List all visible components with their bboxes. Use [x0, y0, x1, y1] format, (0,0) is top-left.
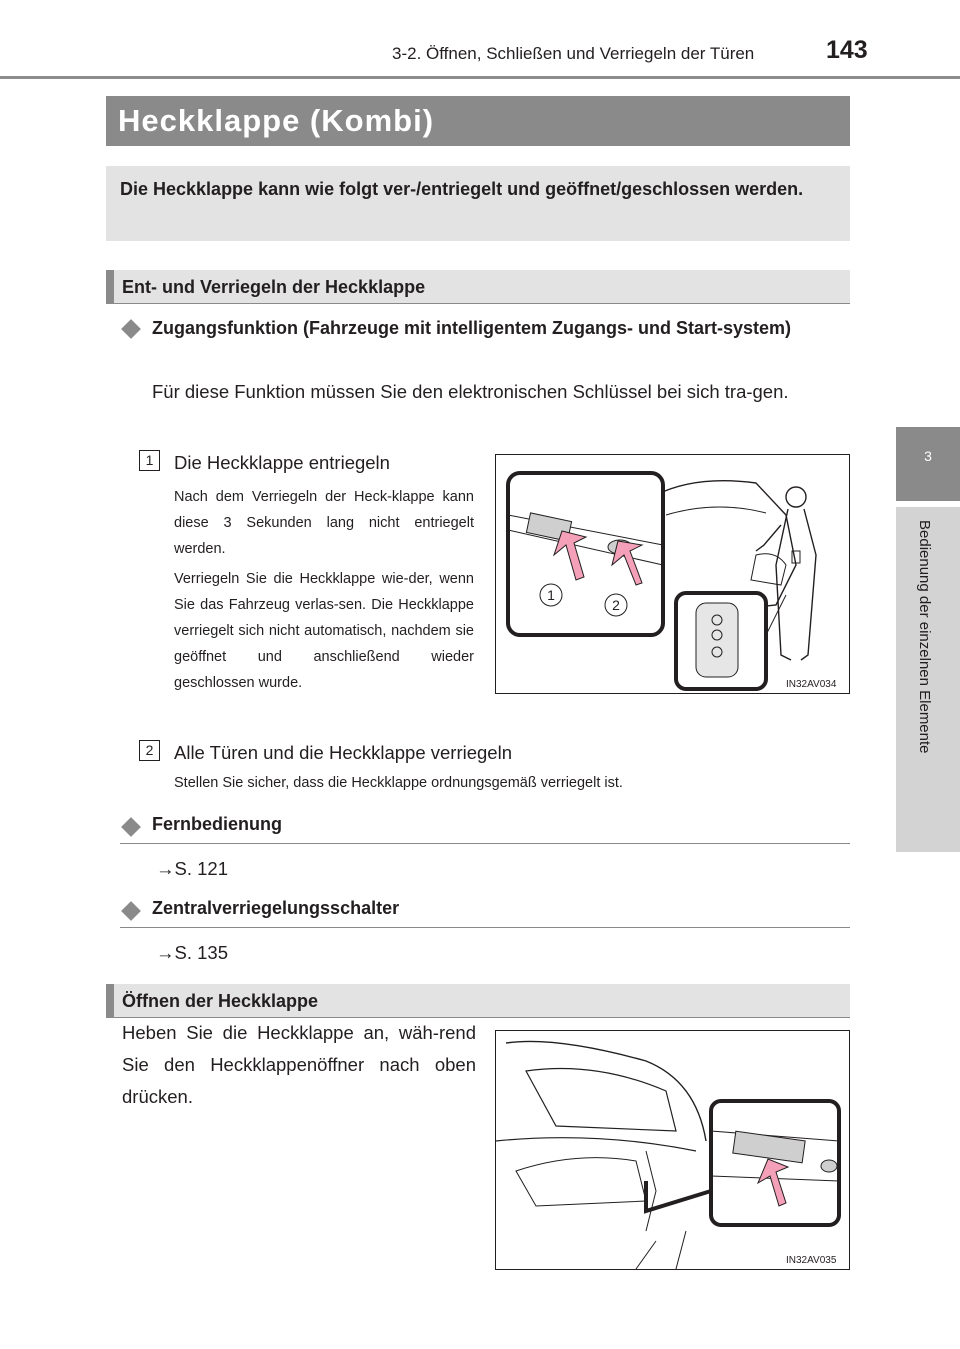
figure-callout-2: 2 [612, 597, 620, 613]
step-title: Die Heckklappe entriegeln [174, 452, 390, 473]
tailgate-illustration [496, 455, 849, 693]
step-note: Verriegeln Sie die Heckklappe wie-der, wenn Sie das Fahrzeug verlas-sen. Die Heckklappe verriegelt sich nicht automatisch, nachdem sie geöffnet und anschließend wieder geschlossen wurde. [174, 571, 474, 691]
section-heading-bar [106, 270, 114, 304]
tailgate-opener-illustration [496, 1031, 849, 1269]
figure-tailgate-open [495, 1030, 850, 1270]
intro-text: Die Heckklappe kann wie folgt ver-/entriegelt und geöffnet/geschlossen werden. [120, 179, 804, 199]
subsection-heading: Zugangsfunktion (Fahrzeuge mit intelligentem Zugangs- und Start-system) [152, 318, 792, 338]
figure-code: IN32AV035 [786, 1255, 837, 1266]
step-number-1: 1 [139, 450, 160, 471]
subsection-heading: Zentralverriegelungsschalter [152, 898, 400, 918]
diamond-bullet-icon [121, 319, 141, 339]
body-text: Für diese Funktion müssen Sie den elektronischen Schlüssel bei sich tra-gen. [152, 381, 789, 402]
figure-callout-1: 1 [547, 587, 555, 603]
diamond-bullet-icon [121, 817, 141, 837]
subsection-rule [120, 927, 850, 928]
step-title: Alle Türen und die Heckklappe verriegeln [174, 742, 512, 763]
chapter-tab-label: Bedienung der einzelnen Elemente [916, 520, 933, 754]
page-reference: →S. 121 [156, 858, 228, 879]
step-number-2: 2 [139, 740, 160, 761]
chapter-tab-number: 3 [924, 448, 932, 464]
figure-code: IN32AV034 [786, 679, 837, 690]
chapter-header: 3-2. Öffnen, Schließen und Verriegeln der Türen [392, 44, 755, 63]
figure-tailgate-unlock [495, 454, 850, 694]
chapter-tab-number-box [896, 427, 960, 501]
step-note: Stellen Sie sicher, dass die Heckklappe ordnungsgemäß verriegelt ist. [174, 775, 623, 791]
step-note: Nach dem Verriegeln der Heck-klappe kann diese 3 Sekunden lang nicht entriegelt werden. [174, 489, 474, 557]
page-title: Heckklappe (Kombi) [118, 103, 435, 138]
subsection-heading: Fernbedienung [152, 814, 282, 834]
page-number: 143 [826, 36, 868, 64]
body-text: Heben Sie die Heckklappe an, wäh-rend Sie den Heckklappenöffner nach oben drücken. [122, 1022, 476, 1107]
page-reference: →S. 135 [156, 942, 228, 963]
diamond-bullet-icon [121, 901, 141, 921]
section-heading-bar [106, 984, 114, 1018]
subsection-rule [120, 843, 850, 844]
section-heading: Öffnen der Heckklappe [122, 991, 319, 1011]
section-heading: Ent- und Verriegeln der Heckklappe [122, 277, 426, 297]
header-rule [0, 76, 960, 79]
